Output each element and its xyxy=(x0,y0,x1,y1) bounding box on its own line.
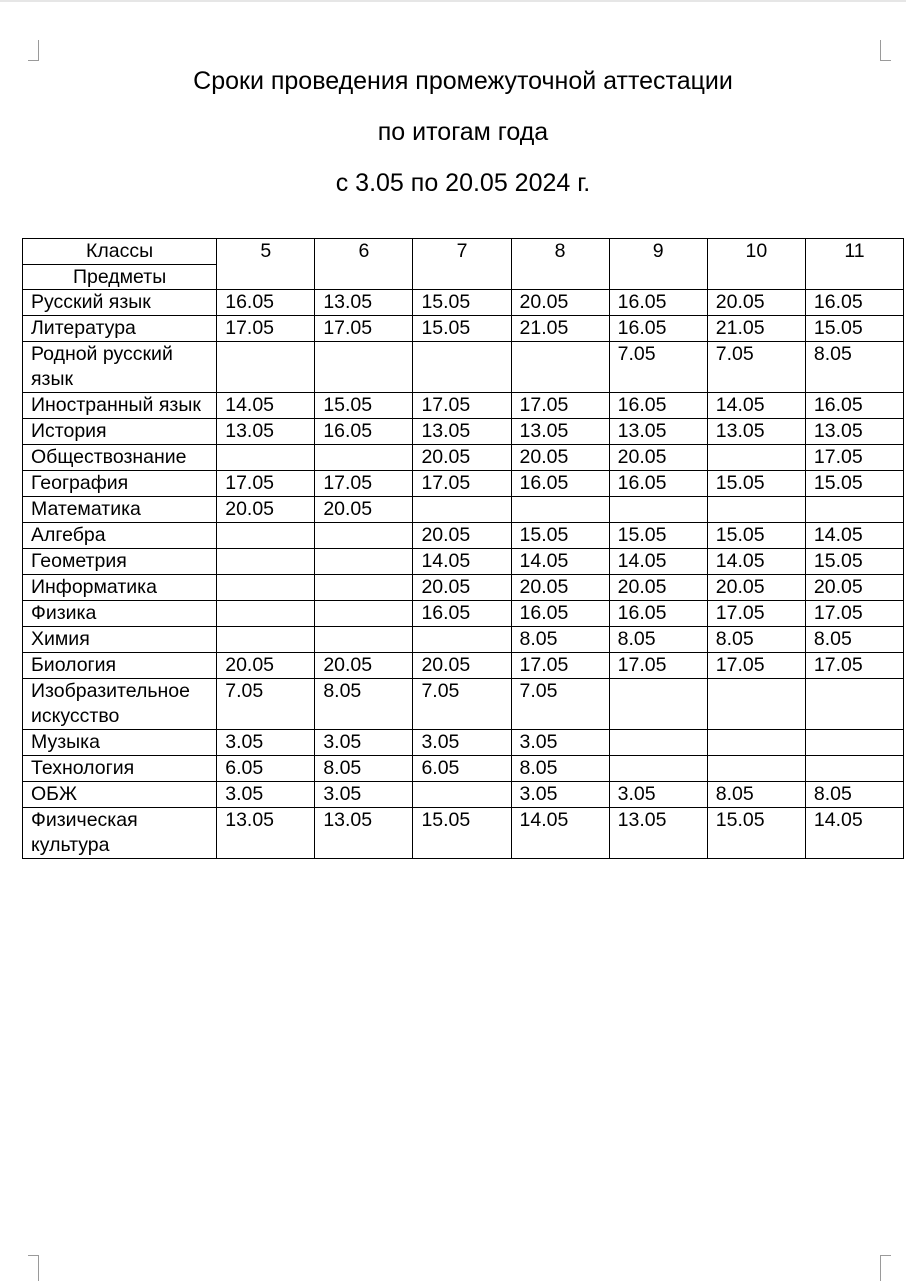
date-cell xyxy=(315,627,413,653)
date-cell xyxy=(217,601,315,627)
date-cell: 16.05 xyxy=(217,290,315,316)
date-cell: 20.05 xyxy=(217,653,315,679)
subject-cell: Физическая культура xyxy=(23,808,217,859)
date-cell xyxy=(217,575,315,601)
date-cell xyxy=(707,679,805,730)
date-cell xyxy=(511,342,609,393)
date-cell: 15.05 xyxy=(707,471,805,497)
date-cell xyxy=(217,523,315,549)
subject-cell: Русский язык xyxy=(23,290,217,316)
table-row xyxy=(23,549,904,575)
date-cell: 14.05 xyxy=(707,393,805,419)
date-cell: 15.05 xyxy=(707,808,805,859)
subject-cell: Иностранный язык xyxy=(23,393,217,419)
date-cell xyxy=(805,679,903,730)
date-cell: 3.05 xyxy=(217,730,315,756)
date-cell: 16.05 xyxy=(511,471,609,497)
date-cell: 15.05 xyxy=(805,316,903,342)
date-cell: 14.05 xyxy=(609,549,707,575)
date-cell: 16.05 xyxy=(413,601,511,627)
title-line-3: с 3.05 по 20.05 2024 г. xyxy=(335,169,591,197)
header-grade-cell: 10 xyxy=(707,239,805,290)
schedule-table xyxy=(22,238,904,859)
date-cell: 3.05 xyxy=(511,730,609,756)
date-cell: 20.05 xyxy=(315,653,413,679)
date-cell: 7.05 xyxy=(217,679,315,730)
header-grade-cell: 9 xyxy=(609,239,707,290)
crop-mark-bottom-right xyxy=(880,1255,891,1281)
date-cell: 17.05 xyxy=(315,316,413,342)
date-cell: 16.05 xyxy=(609,601,707,627)
title-line-2: по итогам года xyxy=(377,118,549,146)
subject-cell: Технология xyxy=(23,756,217,782)
header-grade-cell: 11 xyxy=(805,239,903,290)
date-cell: 13.05 xyxy=(609,808,707,859)
subject-cell: История xyxy=(23,419,217,445)
date-cell xyxy=(217,549,315,575)
date-cell: 15.05 xyxy=(413,290,511,316)
date-cell xyxy=(217,342,315,393)
date-cell: 8.05 xyxy=(609,627,707,653)
subject-cell: Изобразительное искусство xyxy=(23,679,217,730)
date-cell: 3.05 xyxy=(217,782,315,808)
schedule-table-body xyxy=(23,239,904,859)
table-row xyxy=(23,393,904,419)
date-cell: 13.05 xyxy=(511,419,609,445)
subject-cell: Геометрия xyxy=(23,549,217,575)
date-cell: 20.05 xyxy=(217,497,315,523)
subject-cell: ОБЖ xyxy=(23,782,217,808)
date-cell xyxy=(315,601,413,627)
date-cell xyxy=(413,627,511,653)
subject-cell: Алгебра xyxy=(23,523,217,549)
table-row xyxy=(23,782,904,808)
date-cell: 6.05 xyxy=(413,756,511,782)
date-cell: 20.05 xyxy=(805,575,903,601)
table-row xyxy=(23,497,904,523)
table-row xyxy=(23,653,904,679)
date-cell xyxy=(217,445,315,471)
date-cell xyxy=(609,730,707,756)
date-cell: 20.05 xyxy=(511,445,609,471)
date-cell: 20.05 xyxy=(609,445,707,471)
date-cell xyxy=(707,497,805,523)
date-cell: 13.05 xyxy=(217,419,315,445)
date-cell: 20.05 xyxy=(315,497,413,523)
header-corner-cell xyxy=(23,239,217,290)
date-cell xyxy=(707,445,805,471)
page-top-edge xyxy=(0,0,906,2)
header-grade-cell: 5 xyxy=(217,239,315,290)
table-row xyxy=(23,290,904,316)
header-subjects-label: Предметы xyxy=(73,266,167,288)
date-cell xyxy=(413,782,511,808)
date-cell xyxy=(609,497,707,523)
table-row xyxy=(23,730,904,756)
table-row xyxy=(23,575,904,601)
date-cell: 6.05 xyxy=(217,756,315,782)
date-cell xyxy=(805,756,903,782)
date-cell: 20.05 xyxy=(413,653,511,679)
date-cell: 7.05 xyxy=(511,679,609,730)
date-cell: 14.05 xyxy=(805,523,903,549)
date-cell: 16.05 xyxy=(805,393,903,419)
date-cell: 8.05 xyxy=(315,679,413,730)
date-cell: 17.05 xyxy=(805,601,903,627)
date-cell xyxy=(413,497,511,523)
date-cell xyxy=(805,730,903,756)
document-title xyxy=(0,56,906,209)
date-cell: 13.05 xyxy=(805,419,903,445)
header-grade-cell: 7 xyxy=(413,239,511,290)
subject-cell: География xyxy=(23,471,217,497)
date-cell: 13.05 xyxy=(315,808,413,859)
date-cell xyxy=(315,575,413,601)
crop-mark-bottom-left xyxy=(28,1255,39,1281)
date-cell xyxy=(707,756,805,782)
subject-cell: Математика xyxy=(23,497,217,523)
date-cell: 15.05 xyxy=(609,523,707,549)
date-cell: 16.05 xyxy=(511,601,609,627)
date-cell: 14.05 xyxy=(413,549,511,575)
table-row xyxy=(23,342,904,393)
table-row xyxy=(23,445,904,471)
date-cell xyxy=(315,523,413,549)
date-cell xyxy=(805,497,903,523)
date-cell xyxy=(315,549,413,575)
date-cell: 15.05 xyxy=(805,471,903,497)
date-cell: 16.05 xyxy=(609,393,707,419)
date-cell: 17.05 xyxy=(805,653,903,679)
date-cell: 8.05 xyxy=(805,782,903,808)
date-cell: 8.05 xyxy=(511,627,609,653)
date-cell: 20.05 xyxy=(707,290,805,316)
date-cell: 21.05 xyxy=(511,316,609,342)
date-cell: 14.05 xyxy=(511,808,609,859)
header-classes-label: Классы xyxy=(23,239,216,265)
table-row xyxy=(23,419,904,445)
subject-cell: Информатика xyxy=(23,575,217,601)
subject-cell: Родной русский язык xyxy=(23,342,217,393)
date-cell: 15.05 xyxy=(315,393,413,419)
date-cell: 14.05 xyxy=(217,393,315,419)
date-cell: 8.05 xyxy=(707,782,805,808)
date-cell: 14.05 xyxy=(707,549,805,575)
subject-cell: Физика xyxy=(23,601,217,627)
date-cell: 17.05 xyxy=(805,445,903,471)
date-cell xyxy=(511,497,609,523)
date-cell: 7.05 xyxy=(413,679,511,730)
date-cell xyxy=(609,679,707,730)
date-cell: 3.05 xyxy=(315,730,413,756)
date-cell: 20.05 xyxy=(413,445,511,471)
date-cell: 21.05 xyxy=(707,316,805,342)
date-cell xyxy=(315,342,413,393)
date-cell: 17.05 xyxy=(315,471,413,497)
date-cell: 20.05 xyxy=(511,575,609,601)
date-cell: 7.05 xyxy=(707,342,805,393)
date-cell: 13.05 xyxy=(217,808,315,859)
date-cell: 20.05 xyxy=(511,290,609,316)
date-cell: 20.05 xyxy=(707,575,805,601)
date-cell xyxy=(707,730,805,756)
subject-cell: Музыка xyxy=(23,730,217,756)
title-line-1: Сроки проведения промежуточной аттестации xyxy=(193,67,733,95)
date-cell: 17.05 xyxy=(511,393,609,419)
date-cell: 3.05 xyxy=(511,782,609,808)
table-row xyxy=(23,601,904,627)
table-row xyxy=(23,808,904,859)
date-cell: 17.05 xyxy=(217,471,315,497)
table-row xyxy=(23,679,904,730)
date-cell: 13.05 xyxy=(609,419,707,445)
date-cell: 15.05 xyxy=(413,316,511,342)
date-cell xyxy=(609,756,707,782)
date-cell: 17.05 xyxy=(413,471,511,497)
subject-cell: Литература xyxy=(23,316,217,342)
date-cell: 16.05 xyxy=(609,290,707,316)
date-cell: 16.05 xyxy=(609,316,707,342)
date-cell xyxy=(413,342,511,393)
date-cell: 16.05 xyxy=(805,290,903,316)
date-cell: 17.05 xyxy=(707,653,805,679)
table-row xyxy=(23,523,904,549)
date-cell: 16.05 xyxy=(609,471,707,497)
subject-cell: Биология xyxy=(23,653,217,679)
date-cell: 8.05 xyxy=(805,342,903,393)
date-cell: 14.05 xyxy=(511,549,609,575)
header-grade-cell: 8 xyxy=(511,239,609,290)
date-cell: 8.05 xyxy=(315,756,413,782)
date-cell: 15.05 xyxy=(805,549,903,575)
table-row xyxy=(23,756,904,782)
date-cell: 17.05 xyxy=(707,601,805,627)
date-cell: 13.05 xyxy=(707,419,805,445)
date-cell: 8.05 xyxy=(511,756,609,782)
date-cell: 14.05 xyxy=(805,808,903,859)
date-cell: 13.05 xyxy=(413,419,511,445)
date-cell: 16.05 xyxy=(315,419,413,445)
table-row xyxy=(23,471,904,497)
date-cell: 7.05 xyxy=(609,342,707,393)
date-cell: 13.05 xyxy=(315,290,413,316)
table-header-row xyxy=(23,239,904,290)
date-cell: 15.05 xyxy=(707,523,805,549)
date-cell: 20.05 xyxy=(609,575,707,601)
date-cell: 3.05 xyxy=(609,782,707,808)
date-cell: 8.05 xyxy=(805,627,903,653)
date-cell: 3.05 xyxy=(315,782,413,808)
date-cell: 20.05 xyxy=(413,523,511,549)
date-cell: 15.05 xyxy=(511,523,609,549)
header-grade-cell: 6 xyxy=(315,239,413,290)
date-cell: 8.05 xyxy=(707,627,805,653)
date-cell: 17.05 xyxy=(413,393,511,419)
date-cell: 3.05 xyxy=(413,730,511,756)
date-cell: 17.05 xyxy=(609,653,707,679)
date-cell xyxy=(315,445,413,471)
date-cell: 17.05 xyxy=(217,316,315,342)
date-cell: 20.05 xyxy=(413,575,511,601)
date-cell xyxy=(217,627,315,653)
date-cell: 17.05 xyxy=(511,653,609,679)
table-row xyxy=(23,627,904,653)
subject-cell: Химия xyxy=(23,627,217,653)
subject-cell: Обществознание xyxy=(23,445,217,471)
table-row xyxy=(23,316,904,342)
date-cell: 15.05 xyxy=(413,808,511,859)
